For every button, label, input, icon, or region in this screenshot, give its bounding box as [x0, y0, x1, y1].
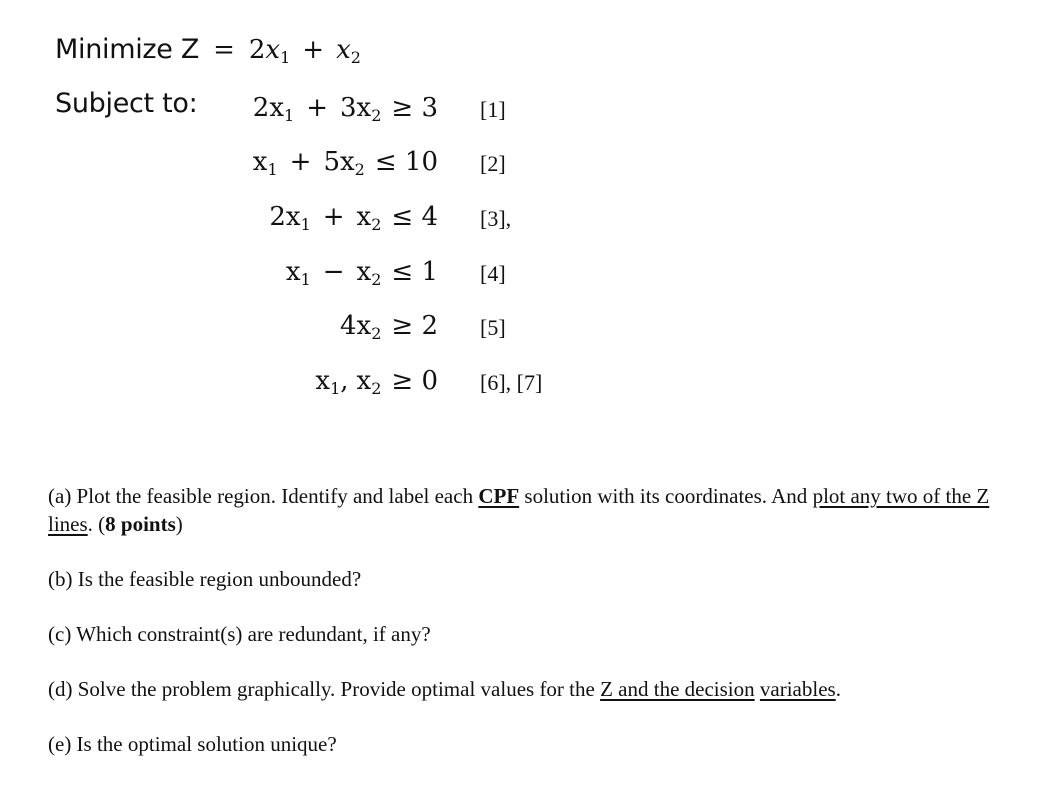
question-a: (a) Plot the feasible region. Identify and label each CPF solution with its coordinates. And plot any two of the Z lines. (8 points) — [48, 484, 990, 536]
constraint-tag-2: [2] — [480, 151, 506, 176]
question-d: (d) Solve the problem graphically. Provide optimal values for the Z and the decision variables. — [48, 677, 841, 701]
variables-word: variables — [759, 677, 836, 701]
constraint-tag-5: [5] — [480, 315, 506, 340]
question-e: (e) Is the optimal solution unique? — [48, 732, 337, 756]
constraint-3: $2x_1 + x_2 \le 4$ — [269, 202, 438, 234]
objective-equals: = — [213, 35, 235, 65]
objective-function — [55, 34, 361, 74]
objective-label: Minimize Z — [55, 34, 200, 65]
objective-plus: + — [302, 35, 325, 65]
question-c: (c) Which constraint(s) are redundant, if any? — [48, 622, 431, 646]
constraint-4: $x_1 - x_2 \le 1$ — [285, 257, 438, 289]
constraint-5: $4x_2 \ge 2$ — [340, 311, 438, 343]
points-label: 8 points — [105, 512, 176, 536]
plot-z-lines-phrase: plot any two of the Z lines — [48, 484, 990, 536]
cpf-term: CPF — [478, 484, 520, 508]
constraint-2: $x_1 + 5x_2 \le 10$ — [252, 147, 438, 179]
question-b: (b) Is the feasible region unbounded? — [48, 567, 362, 591]
subject-to-label: Subject to: — [55, 88, 198, 119]
constraint-tag-4: [4] — [480, 261, 506, 286]
constraint-6: $x_1$, $x_2 \ge 0$ — [315, 366, 438, 398]
constraint-tag-1: [1] — [480, 97, 506, 122]
z-and-decision-phrase: Z and the decision — [600, 677, 755, 701]
objective-term-1: $2x_1$ — [248, 35, 291, 67]
constraint-tag-6: [6], [7] — [480, 370, 543, 395]
constraint-1: $2x_1 + 3x_2 \ge 3$ — [252, 93, 438, 125]
constraint-tag-3: [3], — [480, 206, 512, 231]
objective-term-2: $x_2$ — [336, 35, 361, 67]
